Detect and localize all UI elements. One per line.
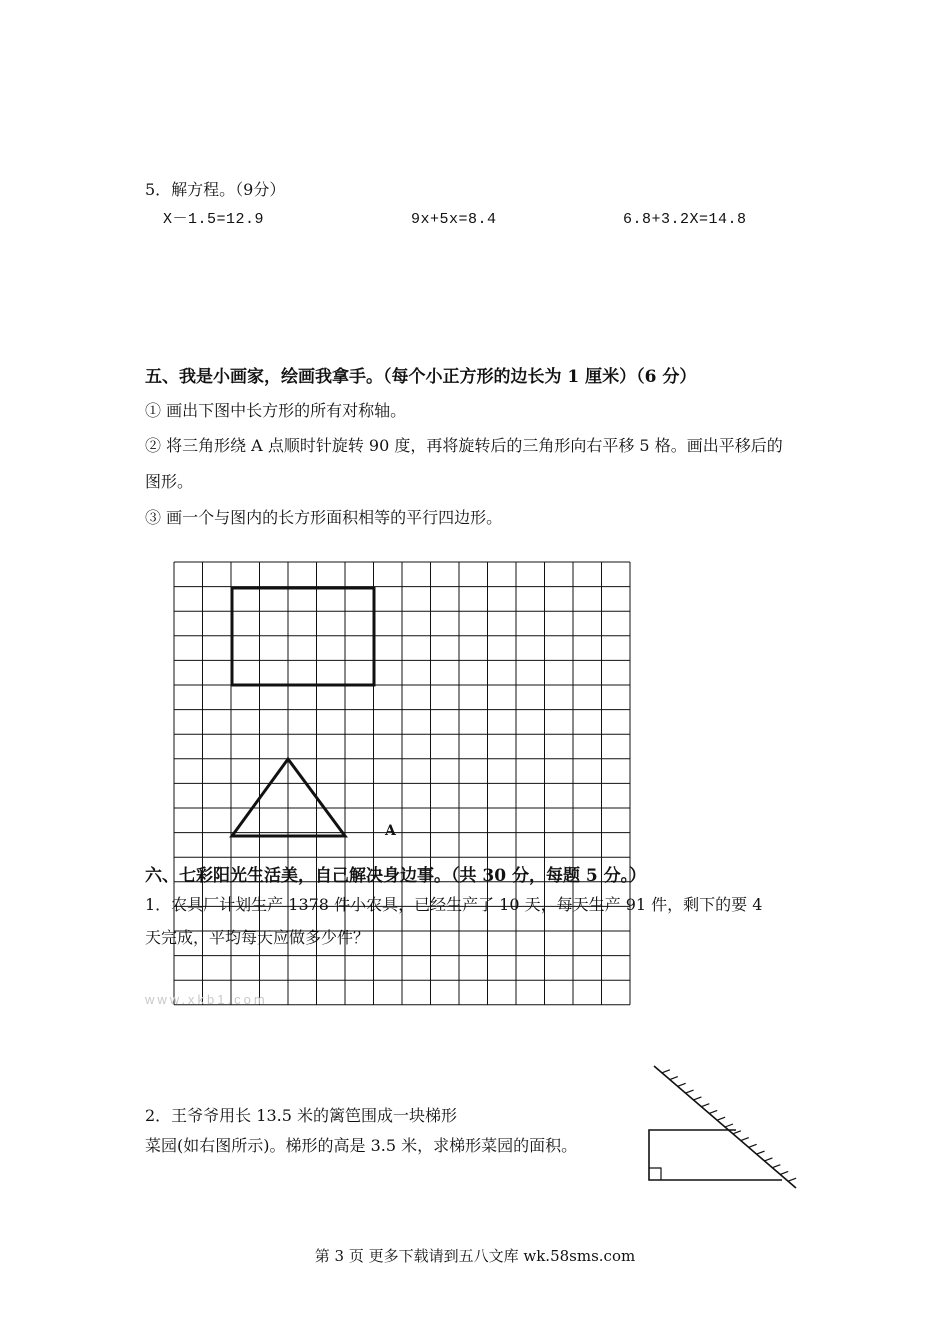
section-five-heading: 五、我是小画家，绘画我拿手。（每个小正方形的边长为 1 厘米）（6 分）: [145, 367, 697, 387]
drawing-task-2-cont: 图形。: [145, 472, 194, 491]
page-footer: 第 3 页 更多下载请到五八文库 wk.58sms.com: [314, 1247, 636, 1265]
question-1: 1．农具厂计划生产 1378 件小农具，已经生产了 10 天，每天生产 91 件，剩下的要 4: [145, 895, 763, 914]
hatch-mark: [693, 1097, 701, 1100]
hatch-mark: [662, 1070, 670, 1073]
question-2-cont: 菜园(如右图所示)。梯形的高是 3.5 米，求梯形菜园的面积。: [145, 1136, 578, 1155]
drawing-task-2: ② 将三角形绕 A 点顺时针旋转 90 度，再将旋转后的三角形向右平移 5 格。画出平移后的: [145, 436, 783, 455]
drawing-task-1: ① 画出下图中长方形的所有对称轴。: [145, 401, 407, 420]
grid-rectangle: [232, 588, 374, 685]
trapezoid-figure: [640, 1060, 810, 1200]
hatch-mark: [741, 1138, 749, 1141]
equation-1: X－1.5=12.9: [163, 211, 265, 228]
watermark: www.xkb1.com: [145, 992, 268, 1007]
trapezoid-shape: [649, 1130, 782, 1180]
hatch-mark: [749, 1144, 757, 1147]
right-angle-mark: [649, 1168, 661, 1180]
section-5-heading: 5．解方程。（9分）: [145, 180, 286, 199]
hatch-mark: [757, 1151, 765, 1154]
hatch-mark: [717, 1117, 725, 1120]
hatch-mark: [686, 1090, 694, 1093]
section-six-heading: 六、七彩阳光生活美，自己解决身边事。（共 30 分，每题 5 分。）: [145, 866, 647, 886]
hatch-mark: [780, 1171, 788, 1174]
point-a-label: A: [385, 823, 396, 839]
question-1-cont: 天完成，平均每天应做多少件？: [145, 928, 370, 947]
hatch-mark: [788, 1178, 796, 1181]
wall-hatching: [662, 1070, 796, 1181]
hatch-mark: [733, 1131, 741, 1134]
hatch-mark: [764, 1158, 772, 1161]
drawing-task-3: ③ 画一个与图内的长方形面积相等的平行四边形。: [145, 508, 503, 527]
hatch-mark: [678, 1083, 686, 1086]
hatch-mark: [725, 1124, 733, 1127]
equation-3: 6.8+3.2X=14.8: [623, 211, 747, 228]
wall-line: [654, 1066, 796, 1188]
hatch-mark: [709, 1110, 717, 1113]
hatch-mark: [701, 1104, 709, 1107]
hatch-mark: [670, 1077, 678, 1080]
question-2: 2．王爷爷用长 13.5 米的篱笆围成一块梯形: [145, 1106, 457, 1125]
hatch-mark: [772, 1165, 780, 1168]
equation-2: 9x+5x=8.4: [411, 211, 497, 228]
